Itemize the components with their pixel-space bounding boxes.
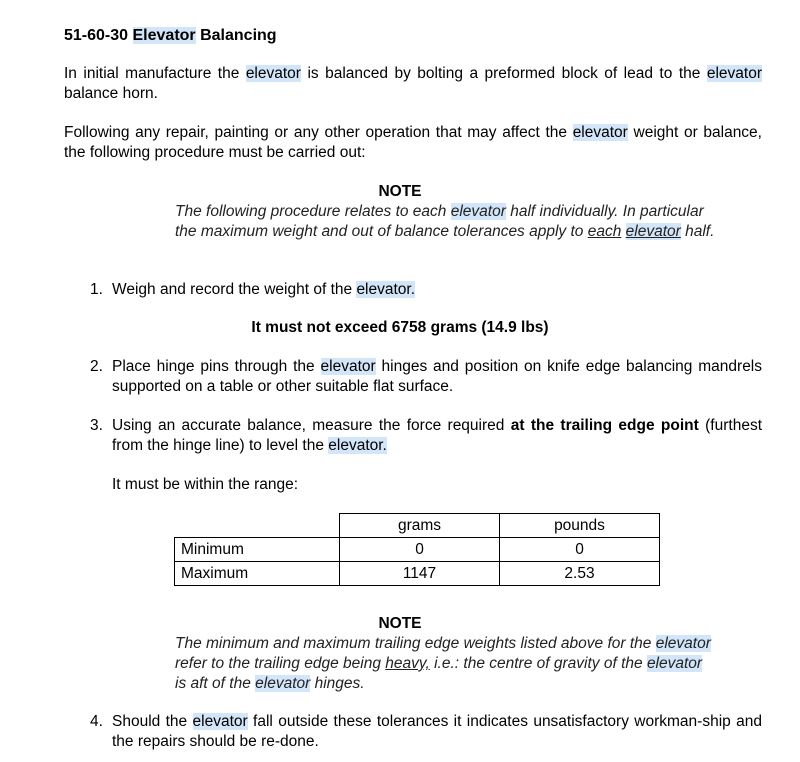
procedure-step [90,280,762,300]
text-run: hinges. [314,675,365,692]
text-run: Following any repair, painting or any other operation that may affect the [64,124,568,141]
weight-limit-statement: It must not exceed 6758 grams (14.9 lbs) [251,319,549,336]
table-cell: 0 [500,538,660,562]
table-header-cell: pounds [500,514,660,538]
search-highlight: elevator [320,358,376,375]
text-run: half individually. In particular the maximum weight and out of balance tolerances apply to [175,203,704,240]
search-highlight: elevator [192,713,248,730]
search-highlight: elevator. [356,281,416,298]
text-run: The following procedure relates to each [175,203,447,220]
table-cell: Minimum [175,538,340,562]
table-row [175,562,660,586]
underlined-text: each [587,223,622,240]
text-run: Place hinge pins through the [112,358,315,375]
text-run: fall outside these tolerances it indicates unsatisfactory workman-ship and the repairs should be re-done. [112,713,762,750]
table-cell: Maximum [175,562,340,586]
text-run: is balanced by bolting a preformed block of lead to the [307,65,701,82]
text-run: The minimum and maximum trailing edge weights listed above for the [175,635,652,652]
search-highlight: elevator [646,655,703,672]
text-run: i.e.: the centre of gravity of the [434,655,643,672]
note-text [175,634,715,694]
search-highlight: elevator. [328,437,387,454]
table-cell: 2.53 [500,562,660,586]
note-title: NOTE [378,183,422,200]
section-number: 51-60-30 [64,27,129,44]
table-row [175,538,660,562]
text-run: hinges and position on knife edge balancing mandrels supported on a table or other suitable flat surface. [112,358,763,395]
procedure-step [90,357,762,397]
search-highlight: elevator [255,675,311,692]
text-run: Should the [112,713,188,730]
step-number: 3. [90,417,103,434]
text-run: weight or balance, the following procedure must be carried out: [64,124,762,161]
search-highlight: elevator [625,223,681,240]
table-cell: 1147 [340,562,500,586]
table-header-cell: grams [340,514,500,538]
text-run: is aft of the [175,675,251,692]
text-run: (furthest from the hinge line) to level the [112,417,762,454]
note-title: NOTE [378,615,422,632]
bold-text: at the trailing edge point [510,417,699,434]
text-run: In initial manufacture the [64,65,240,82]
section-title-rest: Balancing [200,27,277,44]
tolerance-table [174,513,660,586]
table-cell: 0 [340,538,500,562]
text-run: refer to the trailing edge being [175,655,381,672]
search-highlight: elevator [572,124,628,141]
text-run: half. [685,223,715,240]
note-text [175,202,715,242]
procedure-intro-paragraph [64,123,762,163]
search-highlight: elevator [655,635,711,652]
search-highlight: elevator [706,65,762,82]
search-highlight: elevator [245,65,301,82]
step-number: 4. [90,713,103,730]
procedure-step [90,416,762,456]
search-highlight: Elevator [132,27,196,44]
range-intro: It must be within the range: [112,476,299,493]
step-number: 2. [90,358,103,375]
search-highlight: elevator [450,203,506,220]
text-run: Weigh and record the weight of the [112,281,353,298]
intro-paragraph [64,64,762,104]
procedure-step [90,712,762,752]
underlined-text: heavy, [385,655,430,672]
section-heading [64,26,277,46]
step-number: 1. [90,281,103,298]
table-header-cell [175,514,340,538]
text-run: Using an accurate balance, measure the force required [112,417,505,434]
table-header-row [175,514,660,538]
text-run: balance horn. [64,85,158,102]
